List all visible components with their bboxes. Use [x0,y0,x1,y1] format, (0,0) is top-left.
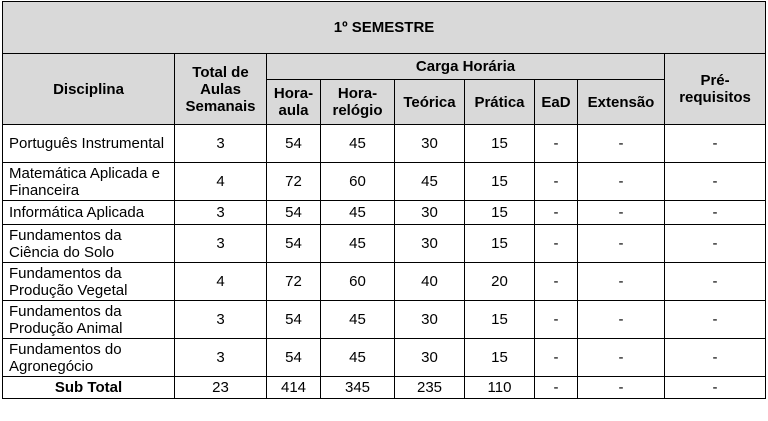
cell-pratica: 15 [465,339,535,377]
header-hora-aula: Hora-aula [267,80,321,125]
header-pre-requisitos: Pré-requisitos [665,54,766,125]
cell-ead: - [535,263,578,301]
cell-ead: - [535,125,578,163]
subtotal-total: 23 [175,377,267,399]
cell-teorica: 30 [395,225,465,263]
cell-extensao: - [578,225,665,263]
cell-pre-requisitos: - [665,301,766,339]
header-total-aulas: Total de Aulas Semanais [175,54,267,125]
cell-hora-relogio: 45 [321,125,395,163]
cell-disciplina: Informática Aplicada [3,201,175,225]
cell-pratica: 15 [465,125,535,163]
cell-pre-requisitos: - [665,339,766,377]
header-ead: EaD [535,80,578,125]
cell-pratica: 15 [465,301,535,339]
cell-extensao: - [578,125,665,163]
cell-hora-relogio: 60 [321,263,395,301]
subtotal-label: Sub Total [3,377,175,399]
cell-extensao: - [578,301,665,339]
cell-hora-relogio: 45 [321,201,395,225]
cell-total: 3 [175,301,267,339]
semester-table-wrapper [2,1,766,399]
cell-hora-aula: 54 [267,301,321,339]
cell-disciplina: Matemática Aplicada e Financeira [3,163,175,201]
cell-pre-requisitos: - [665,125,766,163]
cell-hora-aula: 54 [267,339,321,377]
cell-ead: - [535,201,578,225]
cell-teorica: 30 [395,301,465,339]
semester-title: 1º SEMESTRE [3,2,766,54]
cell-hora-relogio: 45 [321,225,395,263]
cell-disciplina: Fundamentos da Ciência do Solo [3,225,175,263]
cell-hora-relogio: 45 [321,301,395,339]
header-pratica: Prática [465,80,535,125]
cell-pratica: 15 [465,201,535,225]
cell-extensao: - [578,163,665,201]
cell-total: 3 [175,125,267,163]
cell-total: 3 [175,201,267,225]
cell-hora-aula: 54 [267,201,321,225]
subtotal-pre-requisitos: - [665,377,766,399]
table-row [3,339,766,377]
table-row [3,125,766,163]
cell-extensao: - [578,263,665,301]
cell-ead: - [535,163,578,201]
cell-total: 3 [175,225,267,263]
cell-disciplina: Fundamentos da Produção Vegetal [3,263,175,301]
table-row [3,225,766,263]
cell-ead: - [535,225,578,263]
cell-disciplina: Português Instrumental [3,125,175,163]
subtotal-teorica: 235 [395,377,465,399]
header-hora-relogio: Hora-relógio [321,80,395,125]
table-row [3,301,766,339]
cell-teorica: 30 [395,125,465,163]
subtotal-hora-relogio: 345 [321,377,395,399]
cell-total: 4 [175,263,267,301]
table-row [3,263,766,301]
cell-pratica: 20 [465,263,535,301]
cell-teorica: 40 [395,263,465,301]
header-carga-horaria: Carga Horária [267,54,665,80]
subtotal-ead: - [535,377,578,399]
cell-pratica: 15 [465,163,535,201]
cell-total: 4 [175,163,267,201]
subtotal-extensao: - [578,377,665,399]
cell-teorica: 30 [395,339,465,377]
cell-pre-requisitos: - [665,163,766,201]
subtotal-row [3,377,766,399]
table-row [3,201,766,225]
semester-table [2,1,766,399]
cell-teorica: 45 [395,163,465,201]
cell-disciplina: Fundamentos do Agronegócio [3,339,175,377]
cell-ead: - [535,301,578,339]
cell-hora-relogio: 45 [321,339,395,377]
cell-extensao: - [578,339,665,377]
cell-pre-requisitos: - [665,201,766,225]
subtotal-hora-aula: 414 [267,377,321,399]
header-teorica: Teórica [395,80,465,125]
subtotal-pratica: 110 [465,377,535,399]
cell-hora-aula: 72 [267,263,321,301]
header-disciplina: Disciplina [3,54,175,125]
header-extensao: Extensão [578,80,665,125]
cell-hora-relogio: 60 [321,163,395,201]
cell-hora-aula: 54 [267,125,321,163]
cell-total: 3 [175,339,267,377]
cell-disciplina: Fundamentos da Produção Animal [3,301,175,339]
cell-ead: - [535,339,578,377]
cell-pre-requisitos: - [665,263,766,301]
cell-hora-aula: 72 [267,163,321,201]
cell-teorica: 30 [395,201,465,225]
table-row [3,163,766,201]
cell-pratica: 15 [465,225,535,263]
cell-pre-requisitos: - [665,225,766,263]
cell-hora-aula: 54 [267,225,321,263]
cell-extensao: - [578,201,665,225]
